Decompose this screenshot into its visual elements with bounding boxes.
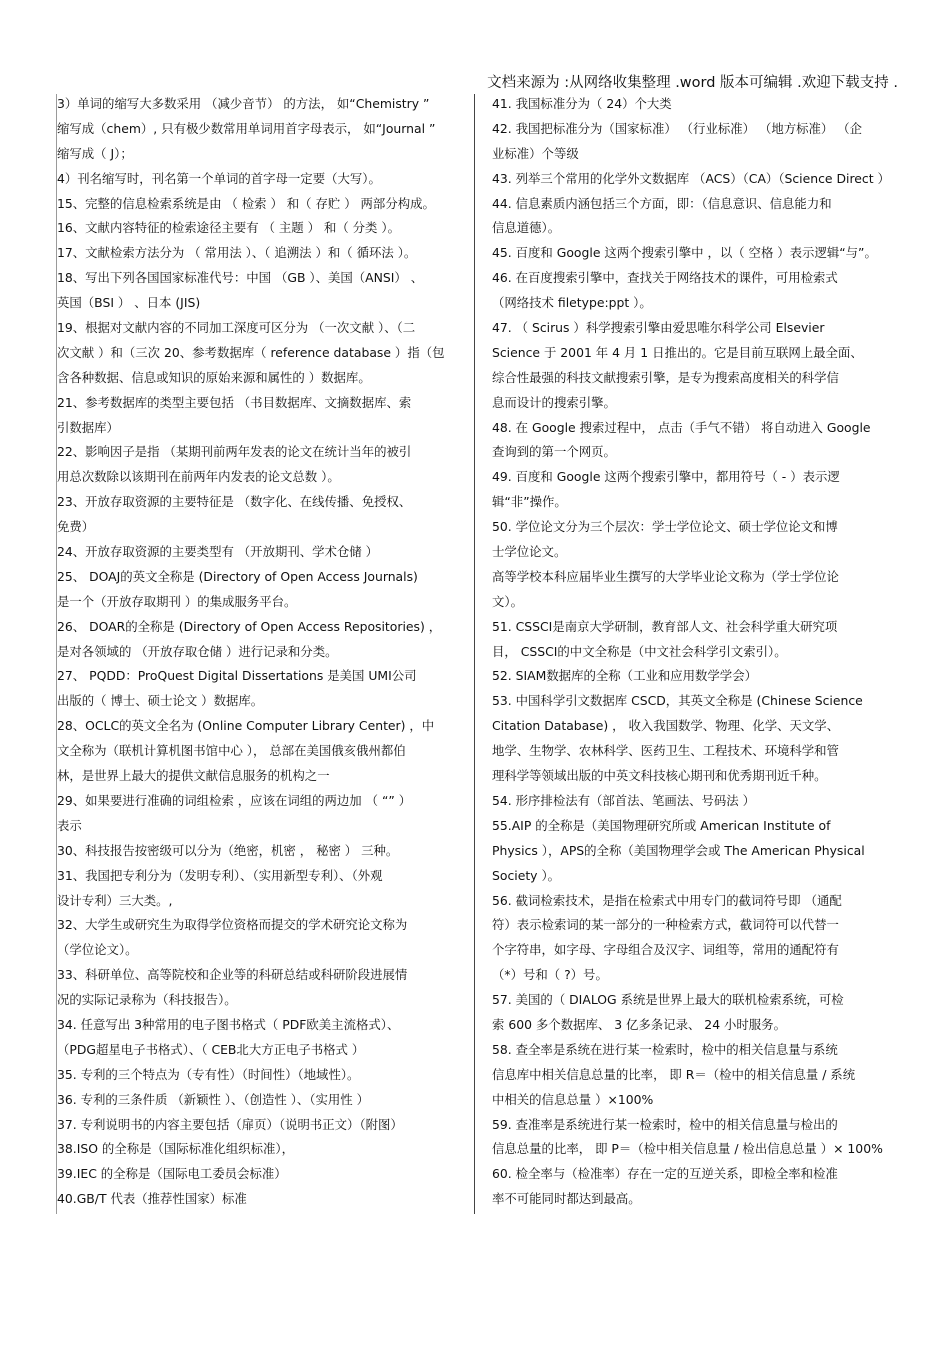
text-line: 缩写成（chem）, 只有极少数常用单词用首字母表示， 如“Journal ” bbox=[57, 120, 436, 136]
text-line: 27、 PQDD：ProQuest Digital Dissertations 是美国 UMI公司 bbox=[57, 668, 417, 684]
text-line: Science 于 2001 年 4 月 1 日推出的。它是目前互联网上最全面、 bbox=[492, 344, 863, 360]
text-line: 缩写成（ J）； bbox=[57, 145, 133, 161]
text-line: 53. 中国科学引文数据库 CSCD，其英文全称是 (Chinese Science bbox=[492, 693, 863, 709]
text-line: 中相关的信息总量 ）×100% bbox=[492, 1091, 654, 1107]
text-line: （网络技术 filetype:ppt ）。 bbox=[492, 295, 652, 311]
text-line: Society ）。 bbox=[492, 867, 561, 883]
text-line: 56. 截词检索技术，是指在检索式中用专门的截词符号即 （通配 bbox=[492, 892, 842, 908]
text-line: 48. 在 Google 搜索过程中， 点击（手气不错） 将自动进入 Google bbox=[492, 419, 871, 435]
text-line: 次文献 ）和（三次 20、参考数据库（ reference database ）指（包 bbox=[57, 344, 445, 360]
text-line: 士学位论文。 bbox=[492, 544, 567, 560]
text-line: 是一个（开放存取期刊 ）的集成服务平台。 bbox=[57, 593, 297, 609]
text-line: 28、OCLC的英文全名为 (Online Computer Library Center) ，中 bbox=[57, 718, 435, 734]
text-line: 15、完整的信息检索系统是由 （ 检索 ） 和（ 存贮 ） 两部分构成。 bbox=[57, 195, 435, 211]
text-line: 55.AIP 的全称是（美国物理研究所或 American Institute of bbox=[492, 817, 831, 833]
text-line: 46. 在百度搜索引擎中，查找关于网络技术的课件，可用检索式 bbox=[492, 270, 838, 286]
column-divider bbox=[474, 94, 475, 1214]
text-line: Citation Database) ， 收入我国数学、物理、化学、天文学、 bbox=[492, 718, 840, 734]
text-line: 51. CSSCI是南京大学研制，教育部人文、社会科学重大研究项 bbox=[492, 618, 838, 634]
text-line: 40.GB/T 代表（推荐性国家）标准 bbox=[57, 1191, 247, 1207]
text-line: 17、文献检索方法分为 （ 常用法 ）、（ 追溯法 ）和（ 循环法 ）。 bbox=[57, 245, 417, 261]
text-line: 4）刊名缩写时，刊名第一个单词的首字母一定要（大写）。 bbox=[57, 170, 381, 186]
text-line: 33、科研单位、高等院校和企业等的科研总结或科研阶段进展情 bbox=[57, 967, 408, 983]
text-line: 信息总量的比率， 即 P＝（检中相关信息量 / 检出信息总量 ）× 100% bbox=[492, 1141, 883, 1157]
text-line: 54. 形序排检法有（部首法、笔画法、号码法 ） bbox=[492, 792, 756, 808]
text-line: 业标准）个等级 bbox=[492, 145, 579, 161]
text-line: 30、科技报告按密级可以分为（绝密，机密 ， 秘密 ） 三种。 bbox=[57, 842, 399, 858]
text-line: 用总次数除以该期刊在前两年内发表的论文总数 ）。 bbox=[57, 469, 340, 485]
page-header: 文档来源为 :从网络收集整理 .word 版本可编辑 .欢迎下载支持 . bbox=[487, 75, 898, 91]
text-line: 地学、生物学、农林科学、医药卫生、工程技术、环境科学和管 bbox=[492, 743, 839, 759]
text-line: 况的实际记录称为（科技报告）。 bbox=[57, 992, 237, 1008]
text-line: 22、影响因子是指 （某期刊前两年发表的论文在统计当年的被引 bbox=[57, 444, 412, 460]
text-line: 59. 查准率是系统进行某一检索时，检中的相关信息量与检出的 bbox=[492, 1116, 838, 1132]
text-line: 免费） bbox=[57, 519, 95, 535]
text-line: 理科学等领域出版的中英文科技核心期刊和优秀期刊近千种。 bbox=[492, 768, 827, 784]
text-line: （PDG超星电子书格式）、（ CEB北大方正电子书格式 ） bbox=[57, 1041, 365, 1057]
text-line: 42. 我国把标准分为（国家标准） （行业标准） （地方标准） （企 bbox=[492, 120, 863, 136]
text-line: 符）表示检索词的某一部分的一种检索方式，截词符可以代替一 bbox=[492, 917, 839, 933]
text-line: （学位论文）。 bbox=[57, 942, 138, 958]
text-line: 引数据库） bbox=[57, 419, 119, 435]
text-line: 含各种数据、信息或知识的原始来源和属性的 ）数据库。 bbox=[57, 369, 371, 385]
text-line: 息而设计的搜索引擎。 bbox=[492, 394, 616, 410]
text-line: （*）号和（ ?）号。 bbox=[492, 967, 608, 983]
text-line: 个字符串，如字母、字母组合及汉字、词组等，常用的通配符有 bbox=[492, 942, 839, 958]
text-line: 高等学校本科应届毕业生撰写的大学毕业论文称为（学士学位论 bbox=[492, 568, 839, 584]
text-line: 文）。 bbox=[492, 593, 523, 609]
text-line: 43. 列举三个常用的化学外文数据库 （ACS）（CA）（Science Direct ） bbox=[492, 170, 890, 186]
text-line: 38.ISO 的全称是（国际标准化组织标准）， bbox=[57, 1141, 294, 1157]
left-column bbox=[57, 92, 455, 1212]
text-line: 率不可能同时都达到最高。 bbox=[492, 1191, 641, 1207]
text-line: 综合性最强的科技文献搜索引擎，是专为搜索高度相关的科学信 bbox=[492, 369, 839, 385]
right-column bbox=[492, 92, 902, 1212]
text-line: 英国（BSI ） 、日本 (JIS) bbox=[57, 295, 201, 311]
text-line: 49. 百度和 Google 这两个搜索引擎中，都用符号（ - ）表示逻 bbox=[492, 469, 840, 485]
text-line: 16、文献内容特征的检索途径主要有 （ 主题 ） 和（ 分类 ）。 bbox=[57, 220, 400, 236]
text-line: 24、开放存取资源的主要类型有 （开放期刊、学术仓储 ） bbox=[57, 544, 379, 560]
text-line: 林，是世界上最大的提供文献信息服务的机构之一 bbox=[57, 768, 330, 784]
text-line: 34. 任意写出 3种常用的电子图书格式（ PDF欧美主流格式）、 bbox=[57, 1016, 400, 1032]
text-line: 25、 DOAJ的英文全称是 (Directory of Open Access Journals) bbox=[57, 568, 418, 584]
text-line: 57. 美国的（ DIALOG 系统是世界上最大的联机检索系统，可检 bbox=[492, 992, 844, 1008]
text-line: 35. 专利的三个特点为（专有性）（时间性）（地域性）。 bbox=[57, 1066, 360, 1082]
text-line: 60. 检全率与（检准率）存在一定的互逆关系，即检全率和检准 bbox=[492, 1166, 838, 1182]
text-line: Physics ），APS的全称（美国物理学会或 The American Physical bbox=[492, 842, 865, 858]
text-line: 设计专利）三大类。, bbox=[57, 892, 173, 908]
text-line: 是对各领域的 （开放存取仓储 ）进行记录和分类。 bbox=[57, 643, 338, 659]
text-line: 47. （ Scirus ）科学搜索引擎由爱思唯尔科学公司 Elsevier bbox=[492, 320, 825, 336]
text-line: 信息道德）。 bbox=[492, 220, 561, 236]
text-line: 58. 查全率是系统在进行某一检索时，检中的相关信息量与系统 bbox=[492, 1041, 838, 1057]
text-line: 查询到的第一个网页。 bbox=[492, 444, 616, 460]
text-line: 44. 信息素质内涵包括三个方面，即：（信息意识、信息能力和 bbox=[492, 195, 832, 211]
text-line: 表示 bbox=[57, 817, 82, 833]
text-line: 3）单词的缩写大多数采用 （减少音节） 的方法， 如“Chemistry ” bbox=[57, 96, 430, 111]
text-line: 26、 DOAR的全称是 (Directory of Open Access Repositories) ， bbox=[57, 618, 442, 634]
text-line: 21、参考数据库的类型主要包括 （书目数据库、文摘数据库、索 bbox=[57, 394, 412, 410]
text-line: 52. SIAM数据库的全称（工业和应用数学学会） bbox=[492, 668, 757, 684]
text-line: 50. 学位论文分为三个层次：学士学位论文、硕士学位论文和博 bbox=[492, 519, 838, 535]
text-line: 37. 专利说明书的内容主要包括（扉页）（说明书正文）（附图） bbox=[57, 1116, 403, 1132]
text-line: 19、根据对文献内容的不同加工深度可区分为 （一次文献 ）、（二 bbox=[57, 320, 416, 336]
text-line: 41. 我国标准分为（ 24）个大类 bbox=[492, 96, 672, 111]
text-line: 31、我国把专利分为（发明专利）、（实用新型专利）、（外观 bbox=[57, 867, 383, 883]
text-line: 45. 百度和 Google 这两个搜索引擎中 ，以（ 空格 ）表示逻辑“与”。 bbox=[492, 245, 877, 261]
text-line: 目， CSSCI的中文全称是（中文社会科学引文索引）。 bbox=[492, 643, 787, 659]
text-line: 32、大学生或研究生为取得学位资格而提交的学术研究论文称为 bbox=[57, 917, 408, 933]
text-line: 39.IEC 的全称是（国际电工委员会标准） bbox=[57, 1166, 287, 1182]
text-line: 信息库中相关信息总量的比率， 即 R＝（检中的相关信息量 / 系统 bbox=[492, 1066, 856, 1082]
text-line: 文全称为（联机计算机图书馆中心 ）， 总部在美国俄亥俄州都伯 bbox=[57, 743, 406, 759]
text-line: 23、开放存取资源的主要特征是 （数字化、在线传播、免授权、 bbox=[57, 494, 412, 510]
text-line: 29、如果要进行准确的词组检索 ，应该在词组的两边加 （ “” ） bbox=[57, 792, 412, 808]
text-line: 辑“非”操作。 bbox=[492, 494, 567, 510]
text-line: 出版的（ 博士、硕士论文 ）数据库。 bbox=[57, 693, 264, 709]
text-line: 36. 专利的三条件质 （新颖性 ）、（创造性 ）、（实用性 ） bbox=[57, 1091, 369, 1107]
text-line: 18、写出下列各国国家标准代号：中国 （GB ）、美国（ANSI） 、 bbox=[57, 270, 424, 286]
text-line: 索 600 多个数据库、 3 亿多条记录、 24 小时服务。 bbox=[492, 1016, 786, 1032]
